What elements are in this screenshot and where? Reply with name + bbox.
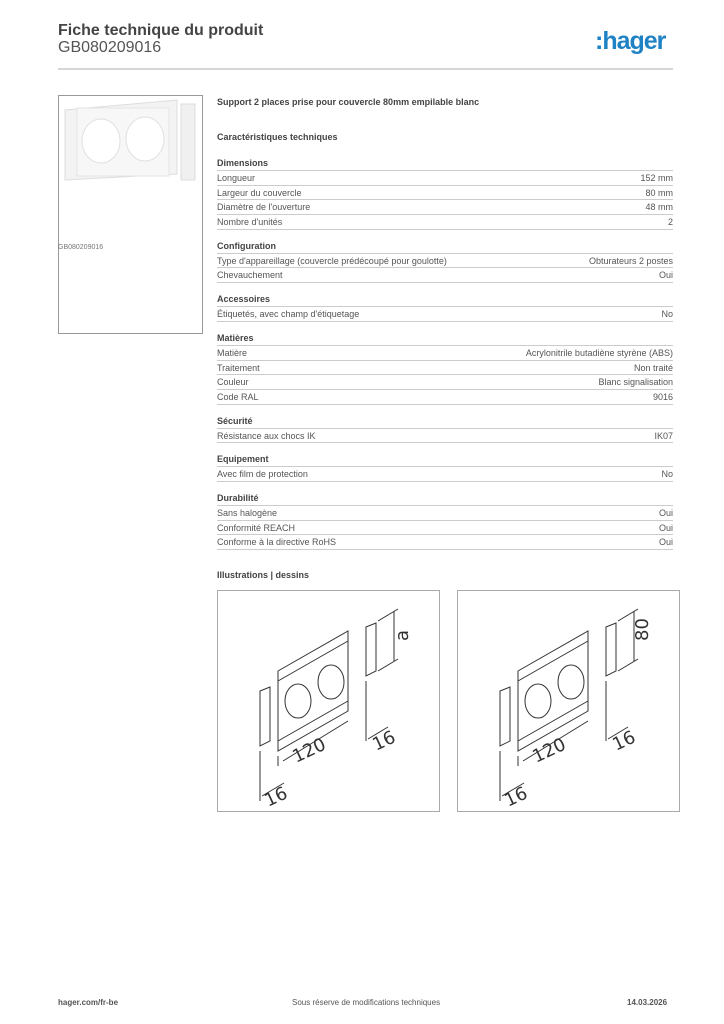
spec-label: Nombre d'unités <box>217 217 283 228</box>
spec-row <box>217 429 673 444</box>
spec-section <box>217 491 673 550</box>
product-title: Support 2 places prise pour couvercle 80mm empilable blanc <box>217 97 480 107</box>
section-heading: Matières <box>217 331 673 346</box>
end-label: 16 <box>609 726 639 756</box>
spec-row <box>217 467 673 482</box>
spec-label: Type d'appareillage (couvercle prédécoupé pour goulotte) <box>217 255 447 266</box>
height-label: a <box>392 629 413 641</box>
spec-value: Oui <box>658 507 673 518</box>
spec-row <box>217 186 673 201</box>
spec-row <box>217 361 673 376</box>
spec-row <box>217 390 673 405</box>
spec-value: No <box>661 309 673 320</box>
width-label: 120 <box>289 733 330 768</box>
spec-label: Étiquetés, avec champ d'étiquetage <box>217 309 360 320</box>
section-heading: Configuration <box>217 239 673 254</box>
spec-value: Acrylonitrile butadiène styrène (ABS) <box>525 347 673 358</box>
spec-section <box>217 414 673 444</box>
dimension-drawing <box>458 591 679 811</box>
spec-value: Obturateurs 2 postes <box>588 255 673 266</box>
spec-value: 2 <box>667 217 673 228</box>
product-reference: GB080209016 <box>58 39 162 56</box>
section-heading: Accessoires <box>217 292 673 307</box>
footer-website[interactable]: hager.com/fr-be <box>58 998 119 1007</box>
spec-label: Diamètre de l'ouverture <box>217 202 311 213</box>
image-caption: GB080209016 <box>58 244 104 251</box>
section-heading: Durabilité <box>217 491 673 506</box>
spec-value: IK07 <box>654 430 673 441</box>
end-label: 16 <box>369 726 399 756</box>
spec-label: Couleur <box>217 377 249 388</box>
spec-row <box>217 200 673 215</box>
spec-value: Oui <box>658 270 673 281</box>
spec-value: Blanc signalisation <box>598 377 673 388</box>
section-heading: Sécurité <box>217 414 673 429</box>
spec-value: Oui <box>658 537 673 548</box>
spec-label: Avec film de protection <box>217 469 308 480</box>
drawing-2 <box>457 590 680 812</box>
side-label: 16 <box>501 782 531 811</box>
spec-section <box>217 292 673 322</box>
spec-row <box>217 268 673 283</box>
product-image <box>58 95 203 334</box>
header-divider <box>58 68 673 70</box>
spec-value: 80 mm <box>645 187 673 198</box>
spec-row <box>217 506 673 521</box>
spec-row <box>217 521 673 536</box>
spec-value: 152 mm <box>640 173 673 183</box>
illustrations-heading: Illustrations | dessins <box>217 570 310 580</box>
spec-value: 9016 <box>652 391 673 402</box>
spec-row <box>217 375 673 390</box>
spec-row <box>217 535 673 550</box>
spec-row <box>217 307 673 322</box>
spec-label: Code RAL <box>217 391 259 402</box>
hager-logo: :hager <box>595 27 666 55</box>
section-heading: Equipement <box>217 452 673 467</box>
spec-value: Oui <box>658 522 673 533</box>
spec-label: Conforme à la directive RoHS <box>217 537 337 548</box>
spec-section <box>217 331 673 405</box>
spec-section <box>217 452 673 482</box>
spec-section <box>217 239 673 283</box>
section-heading: Dimensions <box>217 156 673 171</box>
spec-row <box>217 171 673 186</box>
spec-label: Largeur du couvercle <box>217 187 302 198</box>
spec-value: Non traité <box>633 362 673 373</box>
spec-label: Sans halogène <box>217 507 278 518</box>
footer-notice: Sous réserve de modifications techniques <box>292 998 441 1007</box>
spec-label: Longueur <box>217 173 256 183</box>
spec-row <box>217 346 673 361</box>
spec-row <box>217 254 673 269</box>
spec-label: Traitement <box>217 362 260 373</box>
spec-label: Résistance aux chocs IK <box>217 430 316 441</box>
width-label: 120 <box>529 733 570 768</box>
side-label: 16 <box>261 782 291 811</box>
dimension-drawing <box>218 591 439 811</box>
spec-section <box>217 156 673 230</box>
spec-value: No <box>661 469 673 480</box>
specifications <box>217 95 673 550</box>
spec-label: Matière <box>217 347 248 358</box>
page-title: Fiche technique du produit <box>58 22 264 39</box>
spec-label: Chevauchement <box>217 270 283 281</box>
footer-date: 14.03.2026 <box>627 998 668 1007</box>
spec-row <box>217 215 673 230</box>
characteristics-heading: Caractéristiques techniques <box>217 132 338 142</box>
spec-label: Conformité REACH <box>217 522 296 533</box>
height-label: 80 <box>632 618 653 641</box>
drawing-1 <box>217 590 440 812</box>
spec-value: 48 mm <box>645 202 673 213</box>
